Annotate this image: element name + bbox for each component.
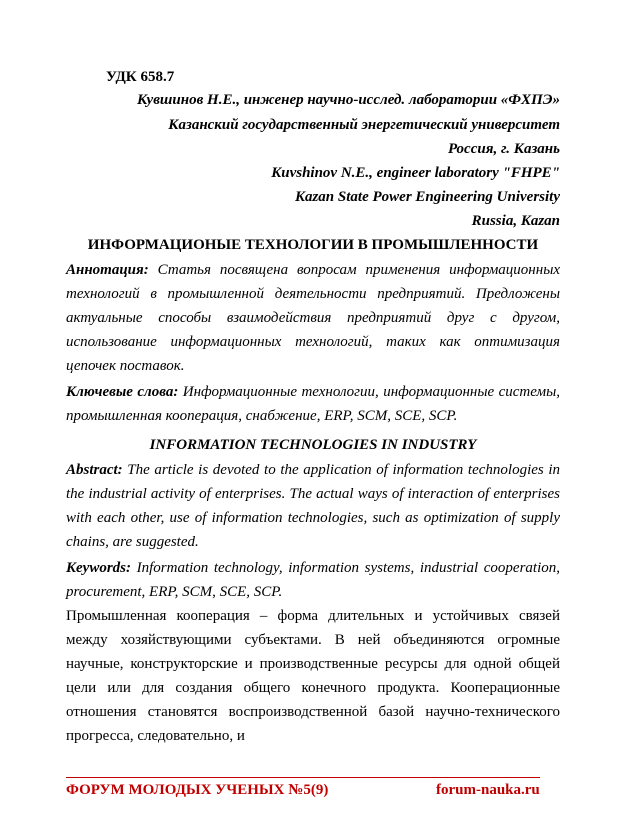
annotation-text: Статья посвящена вопросам применения информационных технологий в промышленной деятельности предприятий. Предложены актуальные способы взаимодействия предприятий друг с другом, использование информационных технологий, таких как оптимизация цепочек поставок. (66, 262, 561, 375)
annotation-paragraph (66, 258, 560, 378)
annotation-label: Аннотация: (66, 262, 149, 278)
abstract-label: Abstract: (66, 462, 123, 478)
abstract-paragraph (66, 458, 560, 554)
location-en: Russia, Kazan (471, 213, 560, 229)
keywords-ru-text: Информационные технологии, информационные системы, промышленная кооперация, снабжение, ERP, SCM, SCE, SCP. (66, 384, 560, 425)
site-link[interactable]: forum-nauka.ru (436, 782, 540, 798)
journal-title: ФОРУМ МОЛОДЫХ УЧЕНЫХ №5(9) (66, 782, 329, 798)
author-ru: Кувшинов Н.Е., инженер научно-исслед. лаборатории «ФХПЭ» (137, 92, 560, 108)
keywords-ru-paragraph (66, 380, 560, 428)
affiliation-ru: Казанский государственный энергетический университет (168, 117, 560, 133)
keywords-en-label: Keywords: (66, 560, 131, 576)
footer-rule (66, 777, 540, 778)
affiliation-en: Kazan State Power Engineering University (294, 189, 560, 205)
author-en: Kuvshinov N.E., engineer laboratory "FHPE" (271, 165, 560, 181)
title-en: INFORMATION TECHNOLOGIES IN INDUSTRY (149, 437, 477, 453)
keywords-en-text: Information technology, information systems, industrial cooperation, procurement, ERP, SCM, SCE, SCP. (66, 560, 561, 601)
keywords-en-paragraph (66, 556, 560, 604)
abstract-text: The article is devoted to the application of information technologies in the industrial activity of enterprises. The actual ways of interaction of enterprises with each other, use of information technologies, such as optimization of supply chains, are suggested. (66, 462, 561, 551)
body-paragraph: Промышленная кооперация – форма длительных и устойчивых связей между хозяйствующими субъектами. В ней объединяются огромные научные, конструкторские и производственные ресурсы для одной общей цели или для создания общего конечного продукта. Кооперационные отношения становятся воспроизводственной базой научно-технического прогресса, следовательно, и (66, 608, 560, 745)
title-ru: ИНФОРМАЦИОНЫЕ ТЕХНОЛОГИИ В ПРОМЫШЛЕННОСТИ (87, 237, 539, 253)
location-ru: Россия, г. Казань (447, 141, 560, 157)
keywords-ru-label: Ключевые слова: (66, 384, 179, 400)
udk-code: УДК 658.7 (106, 69, 175, 85)
